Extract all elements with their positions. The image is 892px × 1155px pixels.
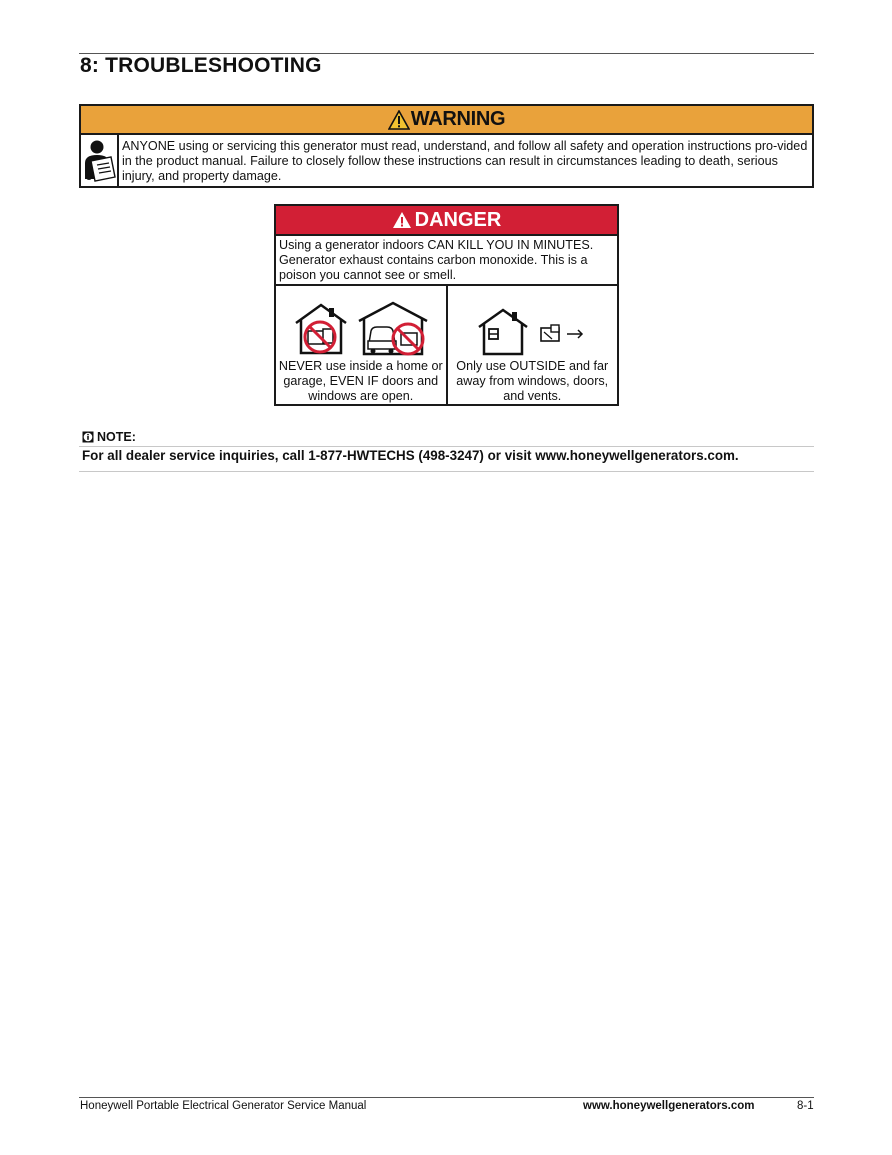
warning-header: [81, 106, 812, 135]
warning-icon-cell: [81, 135, 119, 186]
footer-url[interactable]: www.honeywellgenerators.com: [583, 1100, 755, 1112]
person-reading-manual-icon: [81, 139, 117, 183]
note-label: [82, 430, 136, 444]
danger-panel-never-indoors: [276, 286, 448, 404]
warning-title: WARNING: [410, 108, 506, 130]
section-title: 8: TROUBLESHOOTING: [80, 54, 322, 77]
danger-right-caption: Only use OUTSIDE and far away from windows, doors, and vents.: [456, 359, 609, 403]
danger-text: Using a generator indoors CAN KILL YOU IN MINUTES. Generator exhaust contains carbon monoxide. This is a poison you cannot see or smell.: [276, 236, 617, 286]
danger-title: DANGER: [414, 208, 502, 231]
note-rule-top: [79, 446, 814, 447]
generator-in-home-prohibited-icon: [293, 301, 349, 357]
generator-outside-arrow-icon: [538, 319, 588, 349]
info-icon: [82, 431, 94, 443]
note-text: For all dealer service inquiries, call 1-877-HWTECHS (498-3247) or visit www.honeywellgenerators.com.: [82, 448, 739, 463]
warning-triangle-icon: [388, 110, 410, 130]
danger-panel-outside: [448, 286, 618, 404]
house-icon: [476, 307, 530, 357]
page-number: 8-1: [797, 1100, 814, 1112]
footer-rule: [79, 1097, 814, 1098]
danger-header: [276, 206, 617, 236]
note-rule-bottom: [79, 471, 814, 472]
danger-left-caption: NEVER use inside a home or garage, EVEN IF doors and windows are open.: [278, 359, 443, 403]
danger-box: [274, 204, 619, 406]
warning-box: [79, 104, 814, 188]
warning-text: ANYONE using or servicing this generator must read, understand, and follow all safety and operation instructions pro-vided in the product manual. Failure to closely follow these instructions can result in circumstances leading to death, serious injury, and property damage.: [122, 139, 808, 183]
footer-manual-title: Honeywell Portable Electrical Generator Service Manual: [80, 1100, 367, 1112]
generator-in-garage-prohibited-icon: [357, 301, 429, 357]
note-label-text: NOTE:: [97, 430, 136, 444]
danger-triangle-icon: [392, 211, 412, 229]
